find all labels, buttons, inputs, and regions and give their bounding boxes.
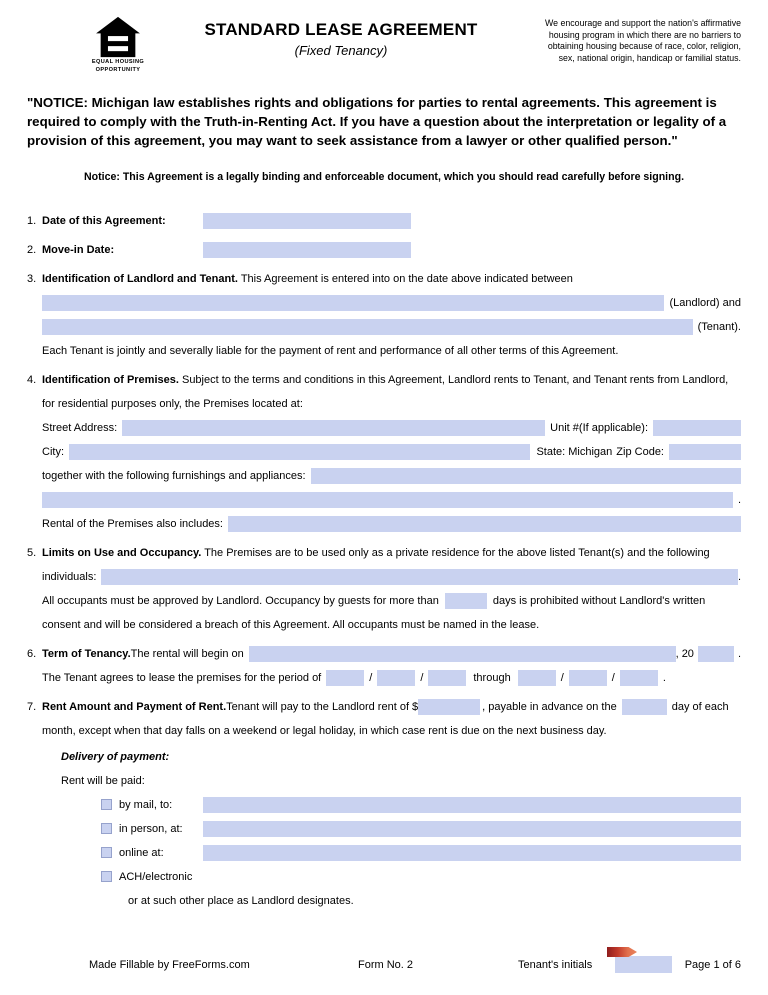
identification-premises-title: Identification of Premises.	[42, 373, 179, 386]
item-date-of-agreement	[27, 209, 741, 233]
move-in-date-field[interactable]	[203, 242, 411, 258]
online-checkbox[interactable]	[101, 847, 112, 858]
move-in-date-label: Move-in Date:	[42, 243, 115, 256]
item-number: 6.	[27, 647, 37, 660]
limits-occupancy-intro: The Premises are to be used only as a private residence for the above listed Tenant(s) and the following	[201, 546, 710, 559]
term-tenancy-title: Term of Tenancy.	[42, 647, 131, 660]
rent-before-text: Tenant will pay to the Landlord rent of $	[226, 700, 419, 713]
item-term-of-tenancy	[27, 642, 741, 690]
unit-field[interactable]	[653, 420, 741, 436]
rental-includes-label: Rental of the Premises also includes:	[42, 517, 223, 530]
made-fillable-credit: Made Fillable by FreeForms.com	[89, 959, 250, 971]
state-label: State: Michigan	[536, 445, 613, 458]
tenant-suffix: (Tenant).	[697, 320, 741, 333]
sentence-period: .	[737, 647, 741, 660]
rent-holiday-text: month, except when that day falls on a weekend or legal holiday, in which case rent is due on the next business day.	[42, 724, 607, 737]
online-label: online at:	[119, 846, 164, 859]
rent-mid-text: , payable in advance on the	[482, 700, 617, 713]
by-mail-checkbox[interactable]	[101, 799, 112, 810]
identification-parties-title: Identification of Landlord and Tenant.	[42, 272, 238, 285]
rent-amount-title: Rent Amount and Payment of Rent.	[42, 700, 227, 713]
date-of-agreement-field[interactable]	[203, 213, 411, 229]
city-field[interactable]	[69, 444, 530, 460]
rent-due-day-field[interactable]	[622, 699, 667, 715]
year-field[interactable]	[698, 646, 734, 662]
rent-paid-label: Rent will be paid:	[61, 774, 145, 787]
in-person-address-field[interactable]	[203, 821, 741, 837]
slash-separator: /	[420, 671, 424, 684]
individuals-label: individuals:	[42, 570, 97, 583]
guest-days-field[interactable]	[445, 593, 487, 609]
item-number: 3.	[27, 272, 37, 285]
page-number: Page 1 of 6	[684, 959, 741, 971]
item-number: 1.	[27, 214, 37, 227]
limits-occupancy-title: Limits on Use and Occupancy.	[42, 546, 202, 559]
rent-after-text: day of each	[671, 700, 729, 713]
city-label: City:	[42, 445, 64, 458]
binding-document-notice: Notice: This Agreement is a legally binding and enforceable document, which you should read carefully before signing.	[83, 170, 685, 183]
item-rent-amount-payment	[27, 695, 741, 913]
document-title: STANDARD LEASE AGREEMENT	[204, 20, 478, 39]
item-identification-parties	[27, 267, 741, 363]
individuals-field[interactable]	[101, 569, 738, 585]
rental-begin-date-field[interactable]	[249, 646, 676, 662]
ach-label: ACH/electronic	[119, 870, 193, 883]
by-mail-address-field[interactable]	[203, 797, 741, 813]
date-of-agreement-label: Date of this Agreement:	[42, 214, 166, 227]
period-end-month-field[interactable]	[518, 670, 556, 686]
period-start-month-field[interactable]	[326, 670, 364, 686]
street-address-field[interactable]	[122, 420, 545, 436]
street-address-label: Street Address:	[42, 421, 118, 434]
furnishings-continued-field[interactable]	[42, 492, 733, 508]
equal-housing-logo	[87, 16, 149, 74]
document-subtitle: (Fixed Tenancy)	[294, 43, 388, 58]
payment-option-by-mail	[101, 793, 741, 817]
payment-option-online	[101, 841, 741, 865]
payment-option-in-person	[101, 817, 741, 841]
delivery-of-payment-title: Delivery of payment:	[61, 750, 170, 763]
zip-label: Zip Code:	[616, 445, 664, 458]
form-number: Form No. 2	[358, 959, 414, 971]
item-identification-premises	[27, 368, 741, 536]
rental-begin-label: The rental will begin on	[130, 647, 244, 660]
individuals-period: .	[737, 570, 741, 583]
furnishings-period: .	[737, 493, 741, 506]
period-start-year-field[interactable]	[428, 670, 466, 686]
tenant-name-field[interactable]	[42, 319, 693, 335]
zip-field[interactable]	[669, 444, 741, 460]
lease-period-label: The Tenant agrees to lease the premises for the period of	[42, 671, 322, 684]
logo-text-line1: EQUAL HOUSING	[91, 59, 145, 65]
sentence-period: .	[662, 671, 666, 684]
furnishings-field[interactable]	[311, 468, 741, 484]
page-footer	[27, 945, 741, 975]
slash-separator: /	[369, 671, 373, 684]
by-mail-label: by mail, to:	[119, 798, 173, 811]
rental-includes-field[interactable]	[228, 516, 741, 532]
period-end-day-field[interactable]	[569, 670, 607, 686]
in-person-label: in person, at:	[119, 822, 183, 835]
period-end-year-field[interactable]	[620, 670, 658, 686]
rent-amount-field[interactable]	[418, 699, 480, 715]
identification-parties-intro: This Agreement is entered into on the date above indicated between	[237, 272, 573, 285]
landlord-name-field[interactable]	[42, 295, 664, 311]
other-place-text: or at such other place as Landlord designates.	[128, 894, 354, 907]
guest-days-after-text: days is prohibited without Landlord's written	[492, 594, 706, 607]
equal-housing-icon	[95, 16, 141, 58]
item-move-in-date	[27, 238, 741, 262]
tenant-initials-label: Tenant's initials	[518, 959, 593, 971]
unit-label: Unit #(If applicable):	[550, 421, 648, 434]
item-number: 7.	[27, 700, 37, 713]
identification-premises-intro: Subject to the terms and conditions in this Agreement, Landlord rents to Tenant, and Tenant rents from Landlord, for residential purposes only, the Premises located at:	[42, 373, 729, 410]
item-number: 2.	[27, 243, 37, 256]
payment-option-ach	[101, 865, 741, 889]
online-address-field[interactable]	[203, 845, 741, 861]
tenant-initials-field[interactable]	[615, 956, 672, 973]
item-number: 5.	[27, 546, 37, 559]
landlord-suffix: (Landlord) and	[669, 296, 741, 309]
in-person-checkbox[interactable]	[101, 823, 112, 834]
guest-days-before-text: All occupants must be approved by Landlord. Occupancy by guests for more than	[42, 594, 439, 607]
joint-liability-note: Each Tenant is jointly and severally liable for the payment of rent and performance of all other terms of this Agreement.	[42, 344, 619, 357]
period-start-day-field[interactable]	[377, 670, 415, 686]
ach-checkbox[interactable]	[101, 871, 112, 882]
slash-separator: /	[611, 671, 615, 684]
logo-text-line2: OPPORTUNITY	[95, 66, 141, 73]
fair-housing-disclaimer: We encourage and support the nation's affirmative housing program in which there are no barriers to obtaining housing because of race, color, religion, sex, national origin, handicap or familial status.	[545, 18, 741, 63]
slash-separator: /	[560, 671, 564, 684]
furnishings-label: together with the following furnishings and appliances:	[42, 469, 306, 482]
michigan-law-notice: "NOTICE: Michigan law establishes rights and obligations for parties to rental agreements. This agreement is required to comply with the Truth-in-Renting Act. If you have a question about the interpretation or legality of a provision of this agreement, you may want to seek assistance from a lawyer or other qualified person."	[27, 95, 727, 148]
occupancy-breach-text: consent and will be considered a breach of this Agreement. All occupants must be named in the lease.	[42, 618, 540, 631]
item-limits-use-occupancy	[27, 541, 741, 637]
title-block	[149, 16, 533, 58]
document-header	[27, 16, 741, 74]
year-prefix: , 20	[675, 647, 694, 660]
item-number: 4.	[27, 373, 37, 386]
through-label: through	[473, 671, 511, 684]
